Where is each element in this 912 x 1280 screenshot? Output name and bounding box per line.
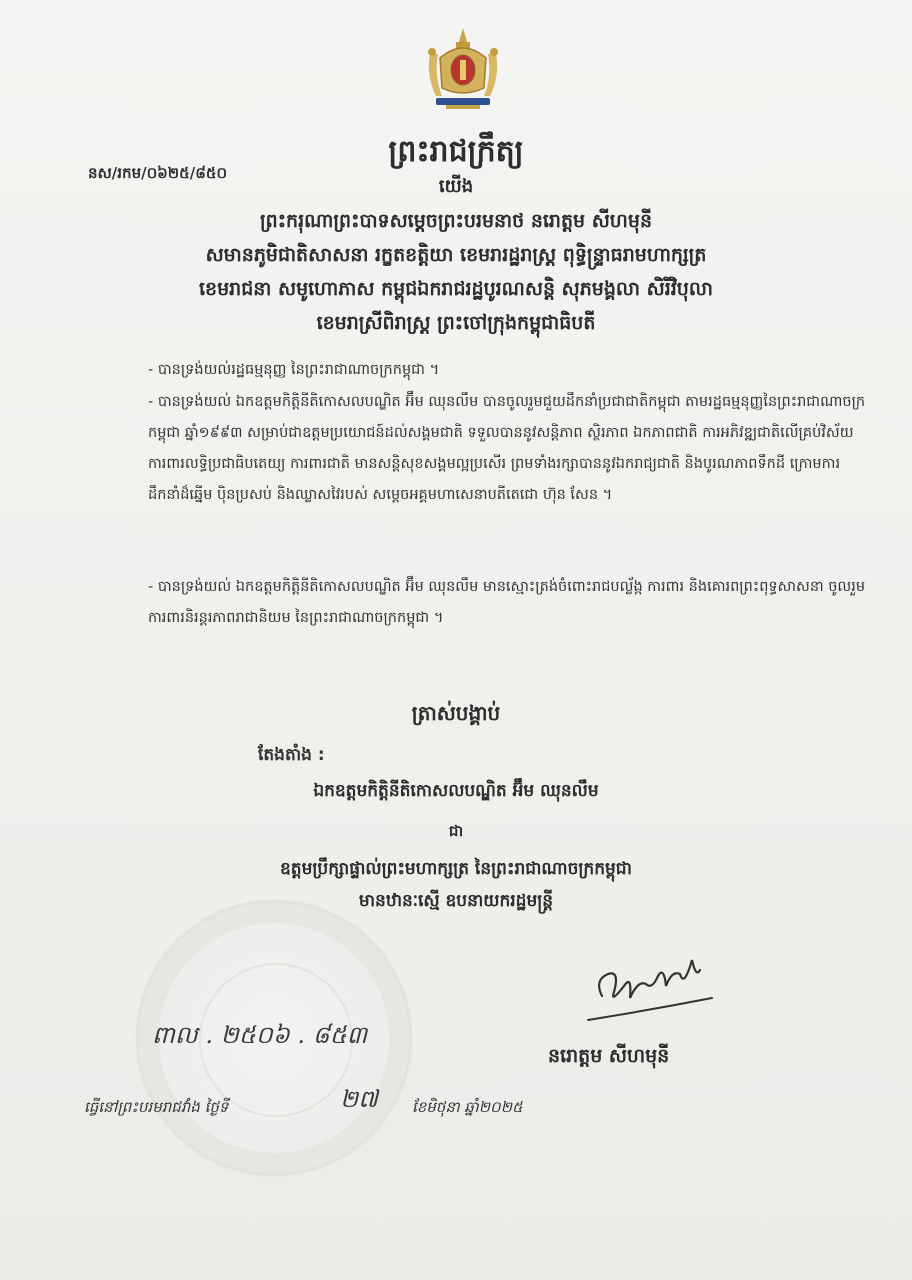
king-title-line-3: ខេមរាជនា សមូហោភាស កម្ពុជឯករាជរដ្ឋបូរណសន្តិ សុភមង្គលា សិរីវិបុលា [199,278,713,300]
decree-title: ព្រះរាជក្រឹត្យ [388,134,524,169]
king-title-line-2: សមានភូមិជាតិសាសនា រក្ខតខត្តិយា ខេមរារដ្ឋរាស្ត្រ ពុទ្ធិន្ទ្រាធរាមហាក្សត្រ [205,244,707,266]
month-year: ខែមិថុនា ឆ្នាំ២០២៥ [412,1098,523,1116]
handwritten-day: ២៧ [340,1085,378,1113]
reference-number: នស/រកម/០៦២៥/៨៥០ [88,164,228,182]
handwritten-reference: ពាល . ២៥០៦ . ៨៥៣ [152,1021,368,1049]
appointed-position: ឧត្តមប្រឹក្សាផ្ទាល់ព្រះមហាក្សត្រ នៃព្រះរាជាណាចក្រកម្ពុជា [280,859,632,879]
we-heading: យើង [438,176,474,197]
appoint-label: តែងតាំង : [258,745,325,765]
order-heading: ត្រាស់បង្គាប់ [411,701,501,725]
paragraph-text: - បានទ្រង់យល់រដ្ឋធម្មនុញ្ញ នៃព្រះរាជាណាចក្រកម្ពុជា ។ [148,362,440,378]
considerant-paragraph-2 [148,387,866,511]
paragraph-text: - បានទ្រង់យល់ ឯកឧត្តមកិត្តិនីតិកោសលបណ្ឌិត អ៊ឹម ឈុនលឹម បានចូលរួមជួយដឹកនាំប្រជាជាតិកម្ពុជា តាមរដ្ឋធម្មនុញ្ញនៃព្រះរាជាណាចក្រកម្ពុជា ឆ្នាំ១៩៩៣ សម្រាប់ជាឧត្តមប្រយោជន៍ដល់សង្គមជាតិ ទទួលបាននូវសន្តិភាព ស្ថិរភាព ឯកភាពជាតិ ការអភិវឌ្ឍជាតិលើគ្រប់វិស័យ ការពារលទ្ធិប្រជាធិបតេយ្យ ការពារជាតិ មានសន្តិសុខសង្គមល្អប្រសើរ ព្រមទាំងរក្សាបាននូវឯករាជ្យជាតិ និងបូរណភាពទឹកដី ក្រោមការដឹកនាំដ៏ឆ្នើម ប៉ិនប្រសប់ និងឈ្លាសវៃរបស់ សម្តេចអគ្គមហាសេនាបតីតេជោ ហ៊ុន សែន ។ [148,394,866,503]
king-title-line-1: ព្រះករុណាព្រះបាទសម្តេចព្រះបរមនាថ នរោត្តម សីហមុនី [259,210,653,232]
appointee-name: ឯកឧត្តមកិត្តិនីតិកោសលបណ្ឌិត អ៊ឹម ឈុនលឹម [313,781,599,801]
signer-name: នរោត្តម សីហមុនី [548,1045,670,1067]
paragraph-text: - បានទ្រង់យល់ ឯកឧត្តមកិត្តិនីតិកោសលបណ្ឌិត អ៊ឹម ឈុនលឹម មានស្មោះត្រង់ចំពោះរាជបល្ល័ង្ក ការពារ និងគោរពព្រះពុទ្ធសាសនា ចូលរួមការពារនិរន្តរភាពរាជានិយម នៃព្រះរាជាណាចក្រកម្ពុជា ។ [148,579,866,626]
as-word: ជា [448,822,464,840]
position-rank: មានឋានៈស្មើ ឧបនាយករដ្ឋមន្ត្រី [358,891,554,911]
royal-coat-of-arms-emblem [418,24,508,114]
considerant-paragraph-1 [148,355,866,386]
considerant-paragraph-3 [148,572,866,634]
place-date-prefix: ធ្វើនៅព្រះបរមរាជវាំង ថ្ងៃទី [84,1098,229,1116]
king-title-line-4: ខេមរាស្រីពិរាស្ត្រ ព្រះចៅក្រុងកម្ពុជាធិបតី [316,312,596,334]
royal-signature [580,940,720,1030]
